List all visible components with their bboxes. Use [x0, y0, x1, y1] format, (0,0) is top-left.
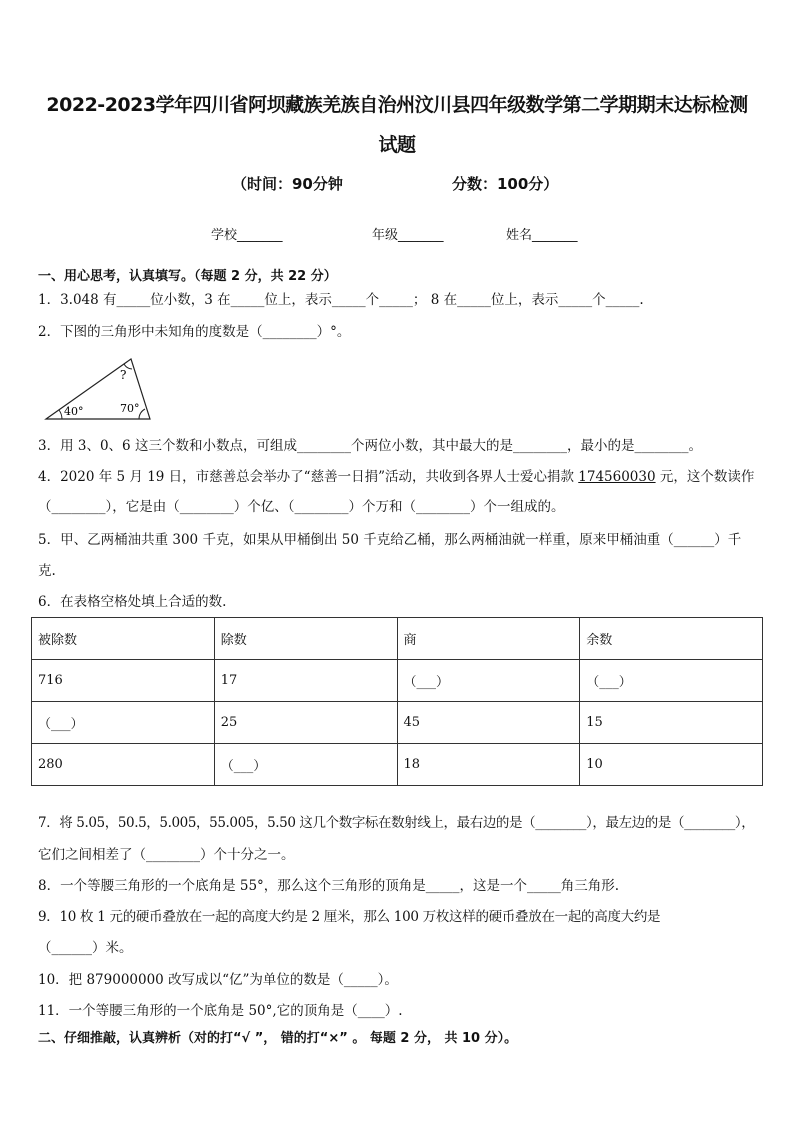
division-table	[31, 617, 763, 786]
school-field: 学校_______	[211, 228, 283, 243]
left-angle-label: 40°	[64, 405, 84, 418]
question-2: 2．下图的三角形中未知角的度数是（________）°。	[38, 324, 351, 340]
exam-title-line2: 试题	[378, 134, 416, 156]
table-cell: （___）	[580, 660, 763, 702]
question-9-line2: （______）米。	[38, 940, 133, 956]
exam-title-line1: 2022-2023学年四川省阿坝藏族羌族自治州汶川县四年级数学第二学期期末达标检测	[46, 94, 748, 116]
section1-heading: 一、用心思考，认真填写。（每题 2 分，共 22 分）	[38, 269, 337, 284]
question-3: 3．用 3、0、6 这三个数和小数点，可组成________个两位小数，其中最大的是________，最小的是________。	[38, 438, 702, 454]
table-cell: （___）	[397, 660, 580, 702]
exam-score: 分数：100分）	[452, 175, 559, 193]
table-cell: （___）	[32, 702, 215, 744]
triangle-figure	[44, 355, 156, 423]
question-7-line1: 7．将 5.05，50.5，5.005，55.005，5.50 这几个数字标在数射线上，最右边的是（________），最左边的是（________），	[38, 815, 755, 831]
table-cell: 25	[214, 702, 397, 744]
question-11: 11．一个等腰三角形的一个底角是 50°,它的顶角是（____）.	[38, 1003, 403, 1019]
question-9-line1: 9．10 枚 1 元的硬币叠放在一起的高度大约是 2 厘米，那么 100 万枚这样的硬币叠放在一起的高度大约是	[38, 909, 661, 925]
table-cell: 45	[397, 702, 580, 744]
table-header: 被除数	[32, 618, 215, 660]
table-cell: 10	[580, 744, 763, 786]
question-4-text-a: 4．2020 年 5 月 19 日，市慈善总会举办了“慈善一日捐”活动，共收到各界人士爱心捐款	[38, 469, 579, 485]
table-header-row	[32, 618, 763, 660]
table-header: 余数	[580, 618, 763, 660]
name-field: 姓名_______	[506, 228, 578, 243]
right-angle-label: 70°	[120, 402, 140, 415]
table-cell: 15	[580, 702, 763, 744]
donation-amount: 174560030	[578, 469, 656, 485]
table-header: 商	[397, 618, 580, 660]
section2-heading: 二、仔细推敲，认真辨析（对的打“√ ”， 错的打“×” 。 每题 2 分， 共 10 分）。	[38, 1031, 518, 1046]
table-cell: 280	[32, 744, 215, 786]
table-cell: （___）	[214, 744, 397, 786]
question-4-line2: （________），它是由（________）个亿、（________）个万和（________）个一组成的。	[38, 499, 565, 515]
unknown-angle-label: ?	[120, 368, 127, 382]
question-7-line2: 它们之间相差了（________）个十分之一。	[38, 847, 295, 863]
question-1: 1．3.048 有_____位小数，3 在_____位上，表示_____个_____； 8 在_____位上，表示_____个_____.	[38, 292, 644, 308]
exam-time: （时间：90分钟	[232, 175, 343, 193]
question-10: 10．把 879000000 改写成以“亿”为单位的数是（_____）。	[38, 972, 398, 988]
question-4-text-b: 元，这个数读作	[655, 469, 755, 485]
table-cell: 17	[214, 660, 397, 702]
table-cell: 18	[397, 744, 580, 786]
table-row	[32, 744, 763, 786]
question-5-line1: 5．甲、乙两桶油共重 300 千克，如果从甲桶倒出 50 千克给乙桶，那么两桶油就一样重，原来甲桶油重（______）千	[38, 532, 742, 548]
question-6: 6．在表格空格处填上合适的数.	[38, 594, 227, 610]
question-8: 8．一个等腰三角形的一个底角是 55°，那么这个三角形的顶角是_____，这是一个_____角三角形.	[38, 878, 620, 894]
table-row	[32, 702, 763, 744]
question-5-line2: 克.	[38, 563, 56, 579]
table-header: 除数	[214, 618, 397, 660]
grade-field: 年级_______	[372, 228, 444, 243]
question-4-line1	[38, 467, 754, 487]
table-cell: 716	[32, 660, 215, 702]
table-row	[32, 660, 763, 702]
